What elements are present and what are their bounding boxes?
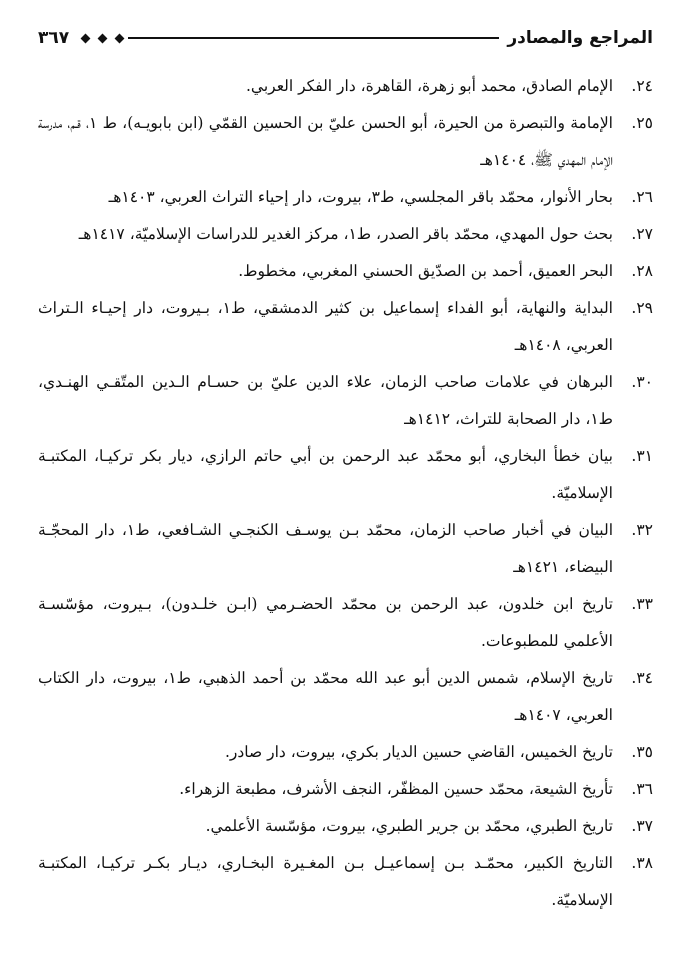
bibliography-entry bbox=[38, 438, 653, 512]
entry-text: بيان خطأ البخاري، أبو محمّد عبد الرحمن بن أبي حاتم الرازي، ديار بكر تركيـا، المكتبـة الإسلاميّة. bbox=[38, 447, 613, 502]
entry-number: ٢٦. bbox=[631, 188, 653, 206]
entry-text: البرهان في علامات صاحب الزمان، علاء الدين عليّ بن حسـام الـدين المتّقـي الهنـدي، ط١، دار الصحابة للتراث، ١٤١٢هـ bbox=[38, 373, 613, 428]
entry-text: البداية والنهاية، أبو الفداء إسماعيل بن كثير الدمشقي، ط١، بـيروت، دار إحيـاء الـتراث العربي، ١٤٠٨هـ bbox=[38, 299, 613, 354]
page-number: ٣٦٧ bbox=[38, 28, 70, 48]
entry-text: بحث حول المهدي، محمّد باقر الصدر، ط١، مركز الغدير للدراسات الإسلاميّة، ١٤١٧هـ bbox=[78, 225, 613, 243]
entry-text: تاريخ الطبري، محمّد بن جرير الطبري، بيروت، مؤسّسة الأعلمي. bbox=[205, 817, 613, 835]
entry-number: ٣٥. bbox=[631, 743, 653, 761]
bibliography-entry bbox=[38, 512, 653, 586]
bibliography-entry bbox=[38, 290, 653, 364]
bibliography-entry bbox=[38, 179, 653, 216]
entry-number: ٣٢. bbox=[631, 521, 653, 539]
entry-text: الإمامة والتبصرة من الحيرة، أبو الحسن عليّ بن الحسين القمّي (ابن بابويـه)، ط ١، قـم، مدرسة الإمام المهدي ﷺ، ١٤٠٤هـ bbox=[38, 114, 613, 169]
entry-text: التاريخ الكبير، محمّـد بـن إسماعيـل بـن المغـيرة البخـاري، ديـار بكـر تركيـا، المكتبـة الإسلاميّة. bbox=[38, 854, 613, 909]
entry-number: ٢٤. bbox=[631, 77, 653, 95]
running-header bbox=[38, 20, 653, 56]
entry-number: ٣٨. bbox=[631, 854, 653, 872]
entry-text: الإمام الصادق، محمد أبو زهرة، القاهرة، دار الفكر العربي. bbox=[245, 77, 613, 95]
document-page bbox=[38, 20, 653, 919]
entry-number: ٣٠. bbox=[631, 373, 653, 391]
bibliography-entry bbox=[38, 771, 653, 808]
entry-number: ٢٧. bbox=[631, 225, 653, 243]
bibliography-entry bbox=[38, 586, 653, 660]
bibliography-list bbox=[38, 68, 653, 919]
entry-text: تأريخ الشيعة، محمّد حسين المظفّر، النجف الأشرف، مطبعة الزهراء. bbox=[179, 780, 613, 798]
ornament-dot bbox=[98, 33, 108, 43]
bibliography-entry bbox=[38, 845, 653, 919]
ornament-dot bbox=[115, 33, 125, 43]
entry-number: ٣١. bbox=[631, 447, 653, 465]
entry-text: تاريخ الإسلام، شمس الدين أبو عبد الله محمّد بن أحمد الذهبي، ط١، بيروت، دار الكتاب العربي، ١٤٠٧هـ bbox=[38, 669, 613, 724]
bibliography-entry bbox=[38, 660, 653, 734]
entry-number: ٣٣. bbox=[631, 595, 653, 613]
ornament-dot bbox=[81, 33, 91, 43]
entry-text: تاريخ ابن خلدون، عبد الرحمن بن محمّد الحضـرمي (ابـن خلـدون)، بـيروت، مؤسّسـة الأعلمي للمطبوعات. bbox=[38, 595, 613, 650]
bibliography-entry bbox=[38, 105, 653, 179]
bibliography-entry bbox=[38, 216, 653, 253]
entry-number: ٢٨. bbox=[631, 262, 653, 280]
entry-number: ٣٤. bbox=[631, 669, 653, 687]
bibliography-entry bbox=[38, 808, 653, 845]
entry-number: ٢٩. bbox=[631, 299, 653, 317]
entry-text: البحر العميق، أحمد بن الصدّيق الحسني المغربي، مخطوط. bbox=[238, 262, 613, 280]
header-title: المراجع والمصادر bbox=[507, 28, 653, 48]
entry-number: ٣٦. bbox=[631, 780, 653, 798]
bibliography-entry bbox=[38, 253, 653, 290]
entry-text: تاريخ الخميس، القاضي حسين الديار بكري، بيروت، دار صادر. bbox=[224, 743, 613, 761]
entry-text: بحار الأنوار، محمّد باقر المجلسي، ط٣، بيروت، دار إحياء التراث العربي، ١٤٠٣هـ bbox=[108, 188, 613, 206]
header-ornament-rule bbox=[77, 35, 499, 42]
bibliography-entry bbox=[38, 68, 653, 105]
entry-number: ٣٧. bbox=[631, 817, 653, 835]
bibliography-entry bbox=[38, 734, 653, 771]
entry-number: ٢٥. bbox=[631, 114, 653, 132]
bibliography-entry bbox=[38, 364, 653, 438]
header-line bbox=[128, 37, 499, 39]
entry-text: البيان في أخبار صاحب الزمان، محمّد بـن يوسـف الكنجـي الشـافعي، ط١، دار المحجّـة البيضاء، ١٤٢١هـ bbox=[38, 521, 613, 576]
